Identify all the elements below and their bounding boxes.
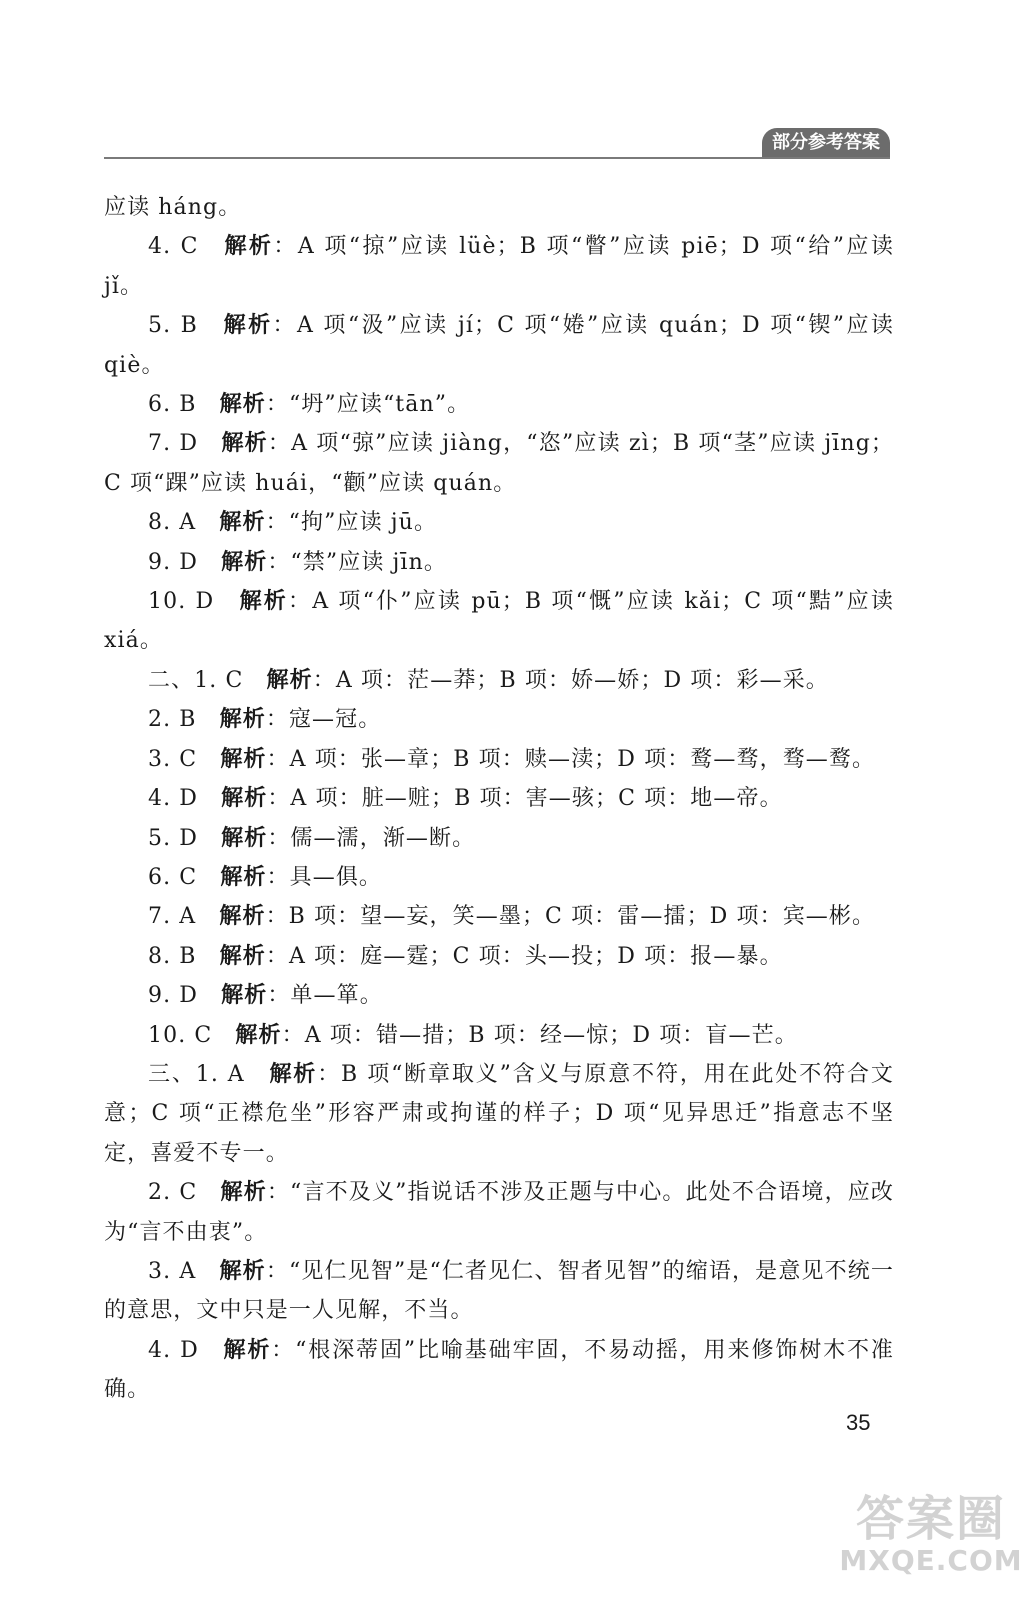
- analysis-label: 解析: [223, 1337, 272, 1363]
- analysis-text: ：“根深蒂固”比喻基础牢固，不易动摇，用来修饰树木不准确。: [104, 1337, 894, 1403]
- analysis-label: 解析: [221, 825, 268, 851]
- answer-paragraph: [104, 819, 894, 858]
- answer-number: 7. A: [148, 904, 220, 930]
- answer-paragraph: [104, 385, 894, 424]
- analysis-text: ：B 项“断章取义”含义与原意不符，用在此处不符合文意；C 项“正襟危坐”形容严肃或拘谨的样子；D 项“见异思迁”指意志不坚定，喜爱不专一。: [104, 1061, 894, 1166]
- analysis-text: ：A 项“汲”应读 jí；C 项“婘”应读 quán；D 项“锲”应读 qiè。: [104, 313, 895, 378]
- answer-paragraph: [104, 858, 894, 897]
- answer-number: 9. D: [148, 983, 222, 1009]
- analysis-label: 解析: [219, 943, 266, 969]
- answer-paragraph: [104, 740, 894, 779]
- analysis-text: ：“禁”应读 jīn。: [267, 549, 447, 575]
- answer-paragraph: [104, 661, 894, 700]
- analysis-text: ：具—俱。: [266, 864, 383, 890]
- analysis-label: 解析: [239, 589, 288, 615]
- analysis-label: 解析: [224, 234, 274, 260]
- analysis-text: ：“坍”应读“tān”。: [265, 392, 471, 418]
- analysis-text: ：“拘”应读 jū。: [265, 510, 438, 536]
- answer-paragraph: [104, 306, 894, 385]
- answer-number: 3. A: [148, 1258, 220, 1284]
- answer-number: 4. C: [148, 234, 225, 260]
- analysis-text: ：A 项：庭—霆；C 项：头—投；D 项：报—暴。: [265, 943, 783, 969]
- analysis-text: ：B 项：望—妄，笑—墨；C 项：雷—擂；D 项：宾—彬。: [265, 904, 876, 930]
- analysis-text: ：单—箪。: [267, 983, 383, 1009]
- answer-paragraph: [104, 543, 894, 582]
- analysis-label: 解析: [219, 904, 266, 930]
- answer-paragraph: [104, 424, 894, 503]
- answer-number: 10. C: [148, 1022, 236, 1048]
- answer-paragraph: [104, 188, 894, 227]
- analysis-text: ：A 项“仆”应读 pū；B 项“慨”应读 kǎi；C 项“黠”应读 xiá。: [104, 589, 894, 654]
- analysis-text: ：“言不及义”指说话不涉及正题与中心。此处不合语境，应改为“言不由衷”。: [104, 1180, 895, 1245]
- answer-number: 6. B: [148, 392, 220, 418]
- answer-paragraph: [104, 779, 894, 818]
- answer-number: 8. B: [148, 943, 220, 969]
- answer-number: 4. D: [148, 1337, 224, 1363]
- answer-number: 三、1. A: [148, 1061, 270, 1087]
- analysis-label: 解析: [220, 746, 267, 772]
- analysis-label: 解析: [266, 667, 313, 693]
- analysis-label: 解析: [221, 786, 268, 812]
- analysis-label: 解析: [219, 707, 266, 733]
- answer-number: 8. A: [148, 510, 220, 536]
- answer-paragraph: [104, 700, 894, 739]
- answer-number: 3. C: [148, 746, 221, 772]
- answer-paragraph: [104, 937, 894, 976]
- analysis-text: ：A 项：脏—赃；B 项：害—骇；C 项：地—帝。: [267, 786, 783, 812]
- answer-number: 6. C: [148, 864, 221, 890]
- analysis-text: ：A 项：张—章；B 项：赎—渎；D 项：鹜—骛，骛—鹜。: [266, 746, 876, 772]
- answer-number: 2. B: [148, 707, 220, 733]
- analysis-label: 解析: [219, 510, 266, 536]
- answer-paragraph: [104, 976, 894, 1015]
- analysis-label: 解析: [221, 431, 268, 457]
- analysis-label: 解析: [220, 1180, 267, 1206]
- answer-number: 5. B: [148, 313, 224, 339]
- analysis-text: ：寇—冠。: [265, 707, 382, 733]
- analysis-text: ：“见仁见智”是“仁者见仁、智者见智”的缩语，是意见不统一的意思，文中只是一人见解，不当。: [104, 1258, 895, 1324]
- analysis-text: ：A 项“掠”应读 lüè；B 项“瞥”应读 piē；D 项“给”应读 jǐ。: [104, 234, 894, 299]
- answer-number: 应读 háng。: [104, 195, 242, 220]
- analysis-text: ：A 项：茫—莽；B 项：娇—娇；D 项：彩—采。: [312, 667, 829, 693]
- answer-number: 7. D: [148, 431, 222, 457]
- answer-content: [104, 188, 894, 1410]
- header-rule: [104, 157, 890, 159]
- analysis-label: 解析: [219, 392, 266, 418]
- answer-number: 4. D: [148, 786, 222, 812]
- answer-paragraph: [104, 1331, 894, 1410]
- answer-number: 5. D: [148, 825, 222, 851]
- answer-number: 二、1. C: [148, 667, 267, 693]
- page-number: 35: [846, 1410, 871, 1435]
- watermark-logo: 答案圈: [855, 1491, 1006, 1547]
- analysis-text: ：儒—濡，渐—断。: [267, 825, 476, 851]
- section-title-tab: 部分参考答案: [762, 128, 890, 158]
- answer-number: 9. D: [148, 549, 222, 575]
- answer-paragraph: [104, 1252, 894, 1331]
- analysis-label: 解析: [219, 1258, 266, 1284]
- answer-paragraph: [104, 582, 894, 661]
- answer-paragraph: [104, 1173, 894, 1252]
- analysis-text: ：A 项“弶”应读 jiàng，“恣”应读 zì；B 项“茎”应读 jīng；C 项“踝”应读 huái，“颧”应读 quán。: [104, 431, 894, 496]
- answer-number: 10. D: [148, 589, 240, 615]
- analysis-label: 解析: [269, 1061, 318, 1087]
- analysis-label: 解析: [220, 864, 267, 890]
- analysis-label: 解析: [223, 313, 273, 339]
- answer-paragraph: [104, 1055, 894, 1173]
- analysis-label: 解析: [235, 1022, 282, 1048]
- answer-paragraph: [104, 897, 894, 936]
- answer-paragraph: [104, 227, 894, 306]
- answer-number: 2. C: [148, 1180, 221, 1206]
- watermark: [836, 1492, 1026, 1576]
- analysis-text: ：A 项：错—措；B 项：经—惊；D 项：盲—芒。: [281, 1022, 798, 1048]
- answer-paragraph: [104, 1016, 894, 1055]
- watermark-url: MXQE.COM: [839, 1544, 1023, 1577]
- analysis-label: 解析: [221, 549, 268, 575]
- analysis-label: 解析: [221, 983, 268, 1009]
- answer-paragraph: [104, 503, 894, 542]
